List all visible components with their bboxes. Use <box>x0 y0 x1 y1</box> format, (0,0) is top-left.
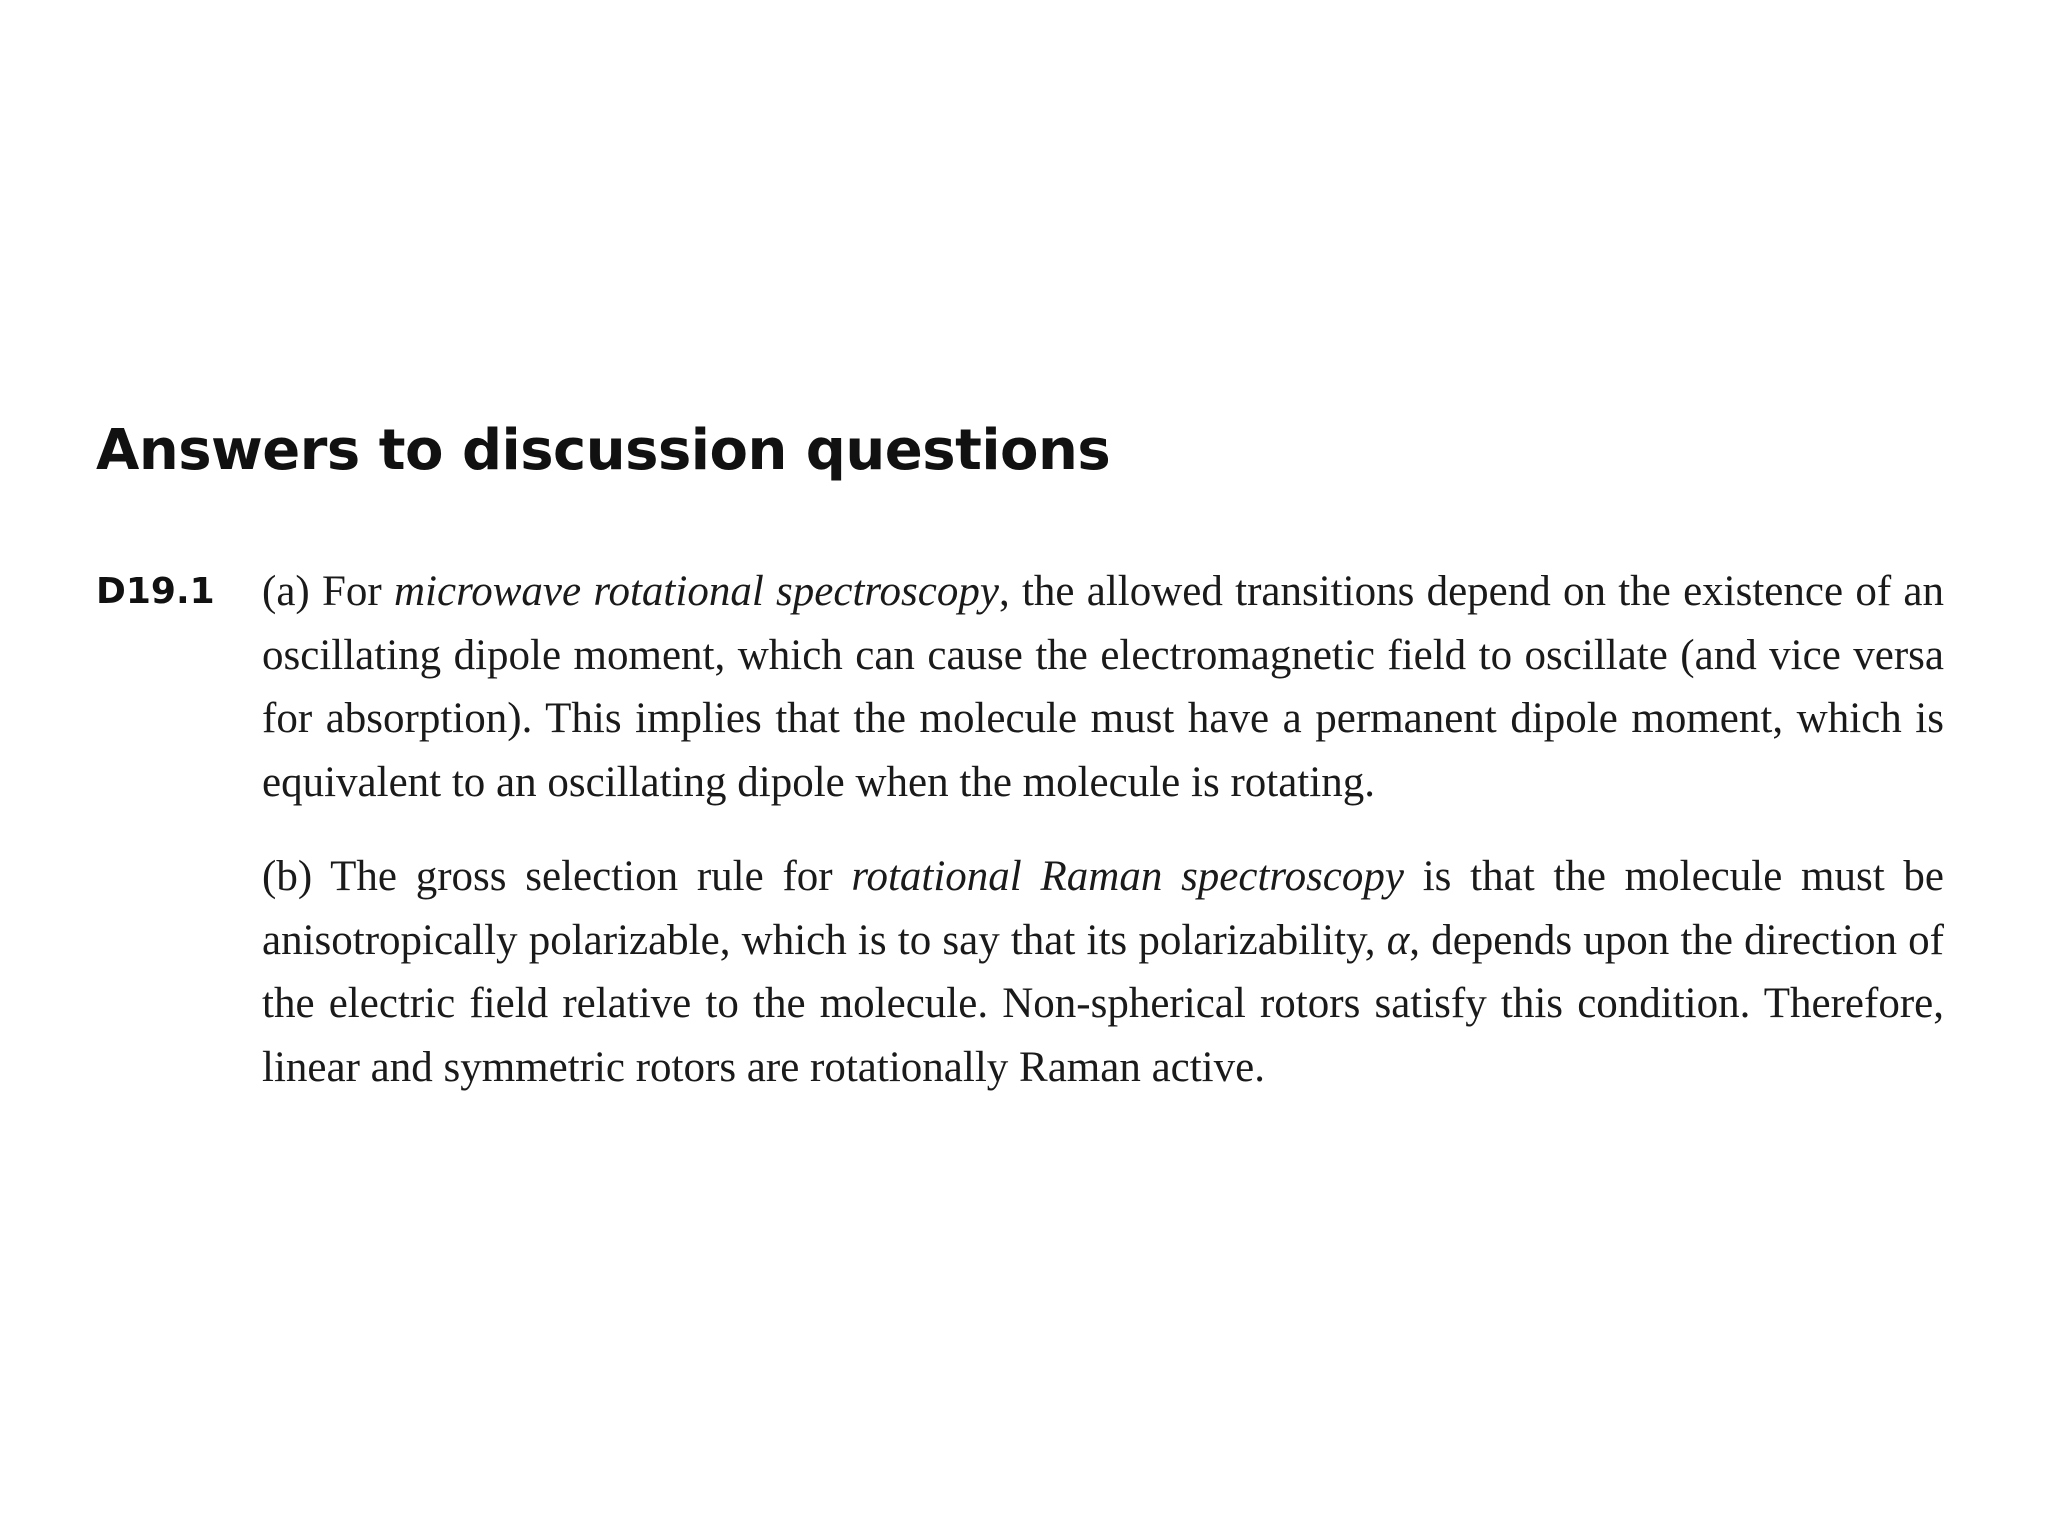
part-a-text: , the allowed transitions depend on the existence of an oscillating dipole moment, which can cause the electromagnetic field to oscillate (and vice versa for absorption). This implies that the molecule must have a permanent dipole moment, which is equivalent to an oscillating dipole when the molecule is rotating. <box>262 568 1944 806</box>
answer-part-a <box>262 560 1944 814</box>
part-b-lead: (b) The gross selection rule for <box>262 853 852 900</box>
part-b-term: rotational Raman spectroscopy <box>851 853 1404 900</box>
part-b-text: , depends upon the direction of the electric field relative to the molecule. Non-spherical rotors satisfy this condition. Therefore, linear and symmetric rotors are rotationally Raman active. <box>262 916 1944 1091</box>
part-a-term: microwave rotational spectroscopy <box>394 568 999 615</box>
part-b-middle: is that the molecule must be anisotropically polarizable, which is to say that its polarizability, <box>262 853 1944 964</box>
question-number: D19.1 <box>96 571 215 612</box>
answer-part-b <box>262 845 1944 1099</box>
part-a-lead: (a) For <box>262 568 394 615</box>
answer-body <box>262 560 1944 1099</box>
polarizability-symbol: α <box>1386 916 1410 964</box>
section-heading: Answers to discussion questions <box>96 418 1111 483</box>
